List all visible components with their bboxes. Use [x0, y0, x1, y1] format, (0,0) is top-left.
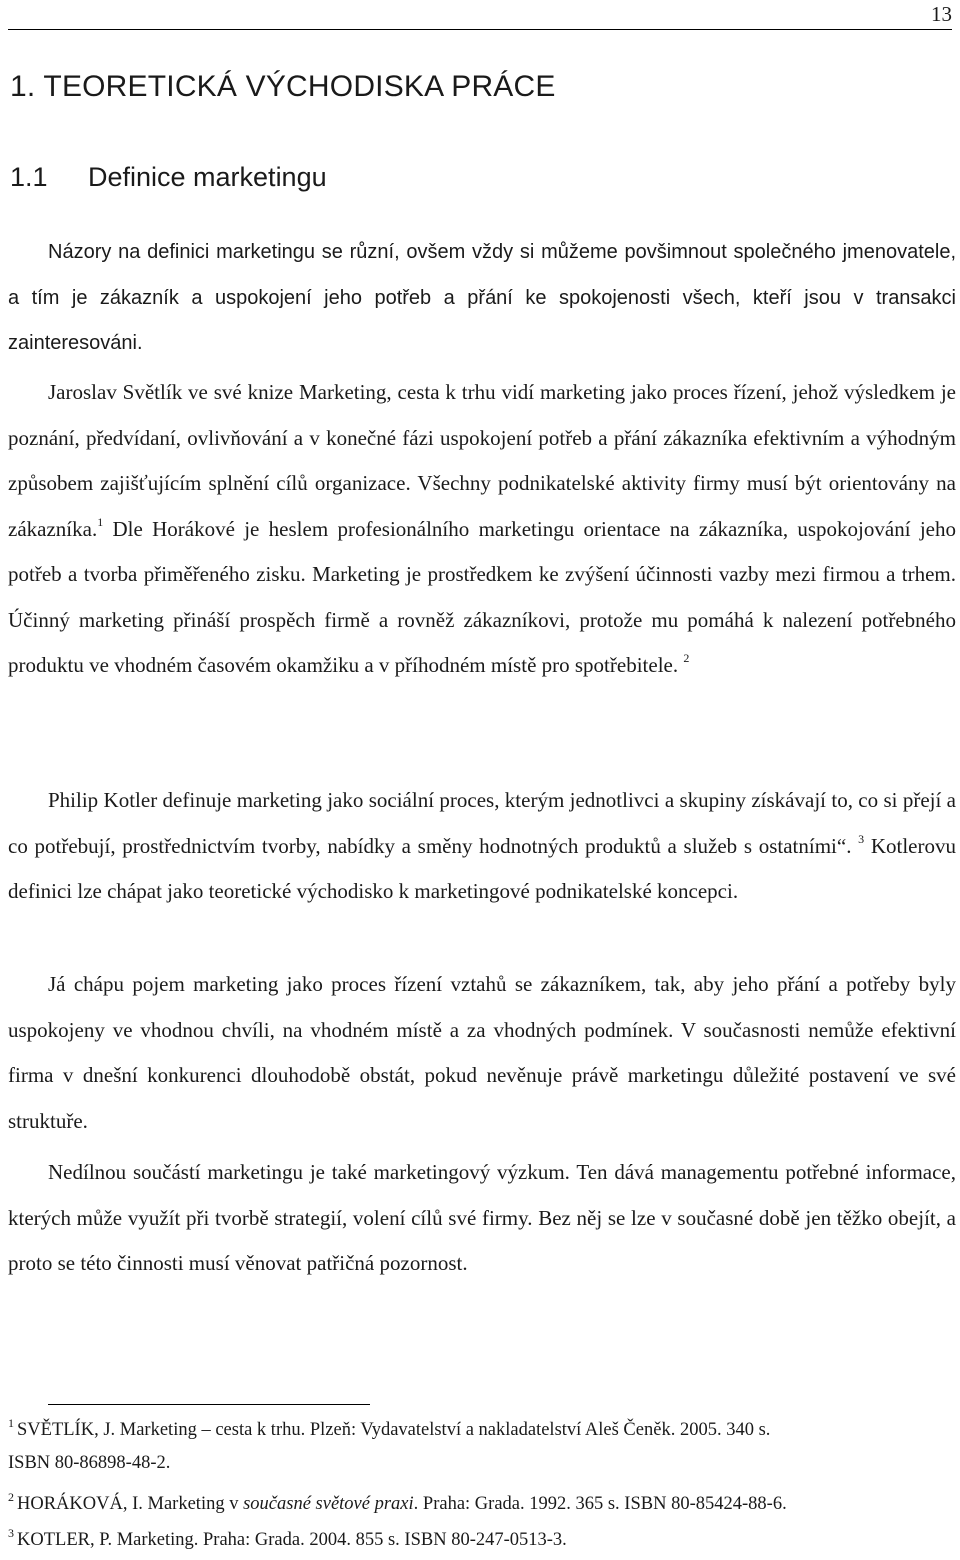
footnote-1-cont [8, 1445, 956, 1481]
footnote-text: HORÁKOVÁ, I. Marketing v [17, 1494, 244, 1514]
footnote-mark: 3 [8, 1526, 14, 1540]
paragraph-text: Názory na definici marketingu se různí, ovšem vždy si můžeme povšimnout společného jmenovatele, a tím je zákazník a uspokojení jeho potřeb a přání ke spokojenosti všech, kteří jsou v transakci zainteresováni. [8, 241, 956, 354]
paragraph-author-view [8, 962, 956, 1144]
section-title-text: Definice marketingu [88, 162, 327, 192]
footnote-text: KOTLER, P. Marketing. Praha: Grada. 2004. 855 s. ISBN 80-247-0513-3. [17, 1530, 567, 1550]
footnote-mark: 1 [8, 1416, 14, 1430]
footnote-text: . Praha: Grada. 1992. 365 s. ISBN 80-85424-88-6. [413, 1494, 787, 1514]
footnote-ref[interactable]: 2 [683, 651, 690, 665]
paragraph-text [8, 370, 956, 689]
footnote-mark: 2 [8, 1490, 14, 1504]
section-title [10, 162, 327, 193]
footnote-1 [8, 1412, 956, 1448]
footnote-ref[interactable]: 1 [97, 514, 104, 529]
footnote-ref[interactable]: 3 [858, 831, 865, 846]
paragraph-text [8, 778, 956, 915]
paragraph-research [8, 1150, 956, 1287]
paragraph-segment: Kotlerovu definici lze chápat jako teoretické východisko k marketingové podnikatelské koncepci. [8, 833, 956, 903]
paragraph-text: Já chápu pojem marketing jako proces řízení vztahů se zákazníkem, tak, aby jeho přání a potřeby byly uspokojeny ve vhodnou chvíli, na vhodném místě a za vhodných podmínek. V současnosti nemůže efektivní firma v dnešní konkurenci dlouhodobě obstát, pokud nevěnuje právě marketingu důležité postavení ve své struktuře. [8, 972, 956, 1133]
footnote-italic: současné světové praxi [243, 1494, 414, 1514]
footnote-3 [8, 1522, 956, 1558]
footnote-text: ISBN 80-86898-48-2. [8, 1453, 171, 1473]
paragraph-kotler [8, 778, 956, 915]
chapter-title: 1. TEORETICKÁ VÝCHODISKA PRÁCE [10, 70, 556, 103]
footnote-text: SVĚTLÍK, J. Marketing – cesta k trhu. Plzeň: Vydavatelství a nakladatelství Aleš Čeněk. 2005. 340 s. [17, 1420, 771, 1440]
footnotes [8, 1412, 956, 1558]
paragraph-segment: Dle Horákové je heslem profesionálního marketingu orientace na zákazníka, uspokojování jeho potřeb a tvorba přiměřeného zisku. Marketing je prostředkem ke zvýšení účinnosti vazby mezi firmou a trhem. Účinný marketing přináší prospěch firmě a rovněž zákazníkovi, protože mu pomáhá k nalezení potřebného produktu ve vhodném časovém okamžiku a v příhodném místě pro spotřebitele. [8, 516, 956, 677]
footnote-2 [8, 1486, 956, 1522]
header-rule [8, 29, 952, 30]
paragraph-intro [8, 230, 956, 367]
paragraph-segment: Philip Kotler definuje marketing jako sociální proces, kterým jednotlivci a skupiny získávají to, co si přejí a co potřebují, prostřednictvím tvorby, nabídky a směny hodnotných produktů a služeb s ostatními“. [8, 788, 956, 858]
footnote-separator [48, 1404, 370, 1405]
paragraph-text: Nedílnou součástí marketingu je také marketingový výzkum. Ten dává managementu potřebné informace, kterých může využít při tvorbě strategií, volení cílů své firmy. Bez něj se lze v současné době jen těžko obejít, a proto se této činnosti musí věnovat patřičná pozornost. [8, 1160, 956, 1275]
paragraph-segment: Jaroslav Světlík ve své knize Marketing, cesta k trhu vidí marketing jako proces řízení, jehož výsledkem je poznání, předvídaní, ovlivňování a v konečné fázi uspokojení potřeb a přání zákazníka efektivním a výhodným způsobem zajišťujícím splnění cílů organizace. Všechny podnikatelské aktivity firmy musí být orientovány na zákazníka. [8, 380, 956, 541]
page-number: 13 [931, 2, 952, 26]
section-number: 1.1 [10, 162, 48, 192]
paragraph-svetlik [8, 370, 956, 689]
